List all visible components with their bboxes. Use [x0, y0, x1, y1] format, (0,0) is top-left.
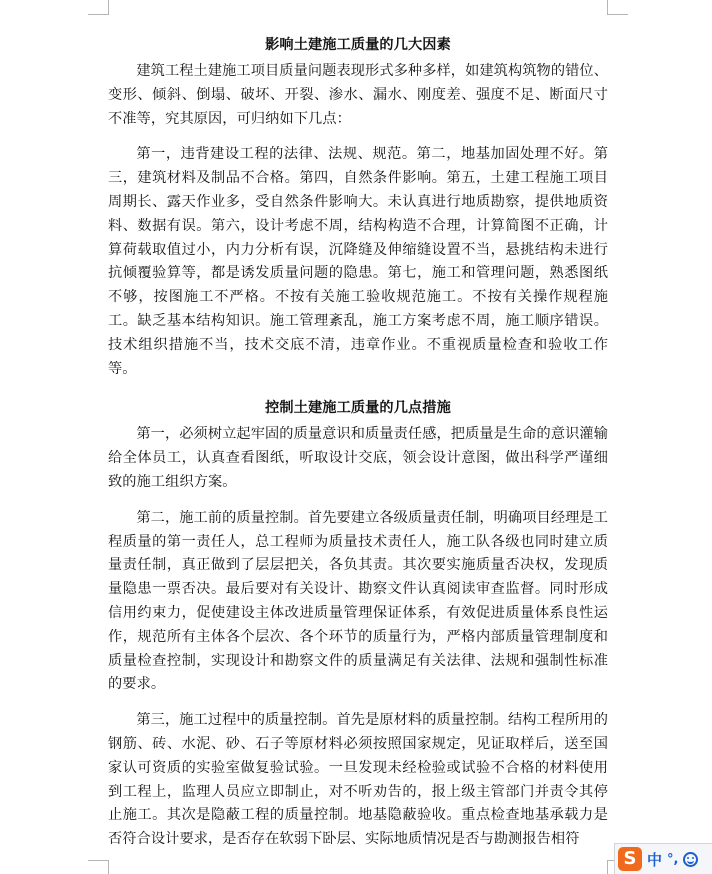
ime-punctuation-toggle[interactable]: °,	[667, 851, 679, 867]
crop-mark-bottom-left	[88, 860, 109, 874]
ime-toolbar[interactable]	[614, 843, 712, 874]
paragraph-measure-2: 第二，施工前的质量控制。首先要建立各级质量责任制，明确项目经理是工程质量的第一责任人，总工程师为质量技术责任人，施工队各级也同时建立质量责任制，真正做到了层层把关，各负其责。其次要实施质量否决权，发现质量隐患一票否决。最后要对有关设计、勘察文件认真阅读审查监督。同时形成信用约束力，促使建设主体改进质量管理保证体系，有效促进质量体系良性运作，规范所有主体各个层次、各个环节的质量行为，严格内部质量管理制度和质量检查控制，实现设计和勘察文件的质量满足有关法律、法规和强制性标准的要求。	[108, 509, 608, 693]
crop-mark-top-left	[88, 0, 109, 15]
paragraph-factors-list: 第一，违背建设工程的法律、法规、规范。第二，地基加固处理不好。第三，建筑材料及制品不合格。第四，自然条件影响。第五，土建工程施工项目周期长、露天作业多，受自然条件影响大。未认真进行地质勘察，提供地质资料、数据有误。第六，设计考虑不周，结构构造不合理，计算简图不正确，计算荷载取值过小，内力分析有误，沉降缝及伸缩缝设置不当，悬挑结构未进行抗倾覆验算等，都是诱发质量问题的隐患。第七，施工和管理问题，熟悉图纸不够，按图施工不严格。不按有关施工验收规范施工。不按有关操作规程施工。缺乏基本结构知识。施工管理紊乱，施工方案考虑不周，施工顺序错误。技术组织措施不当，技术交底不清，违章作业。不重视质量检查和验收工作等。	[108, 146, 608, 377]
paragraph-measure-3: 第三，施工过程中的质量控制。首先是原材料的质量控制。结构工程所用的钢筋、砖、水泥、砂、石子等原材料必须按照国家规定，见证取样后，送至国家认可资质的实验室做复验试验。一旦发现未经检验或试验不合格的材料使用到工程上，监理人员应立即制止，对不听劝告的，报上级主管部门并责令其停止施工。其次是隐蔽工程的质量控制。地基隐蔽验收。重点检查地基承载力是否符合设计要求，是否存在软弱下卧层、实际地质情况是否与勘测报告相符	[108, 712, 608, 848]
paragraph-intro: 建筑工程土建施工项目质量问题表现形式多种多样，如建筑构筑物的错位、变形、倾斜、倒塌、破坏、开裂、渗水、漏水、刚度差、强度不足、断面尺寸不准等，究其原因，可归纳如下几点：	[108, 63, 608, 127]
section-title-factors: 影响土建施工质量的几大因素	[265, 37, 451, 53]
document-page[interactable]	[108, 30, 608, 852]
sogou-logo-icon[interactable]: S	[618, 847, 642, 871]
paragraph-measure-1: 第一，必须树立起牢固的质量意识和质量责任感，把质量是生命的意识灌输给全体员工，认真查看图纸，听取设计交底，领会设计意图，做出科学严谨细致的施工组织方案。	[108, 426, 608, 490]
section-title-measures: 控制土建施工质量的几点措施	[265, 400, 451, 417]
crop-mark-top-right	[607, 0, 628, 15]
ime-mode-toggle[interactable]: 中	[647, 850, 663, 869]
smiley-icon[interactable]	[683, 852, 698, 867]
